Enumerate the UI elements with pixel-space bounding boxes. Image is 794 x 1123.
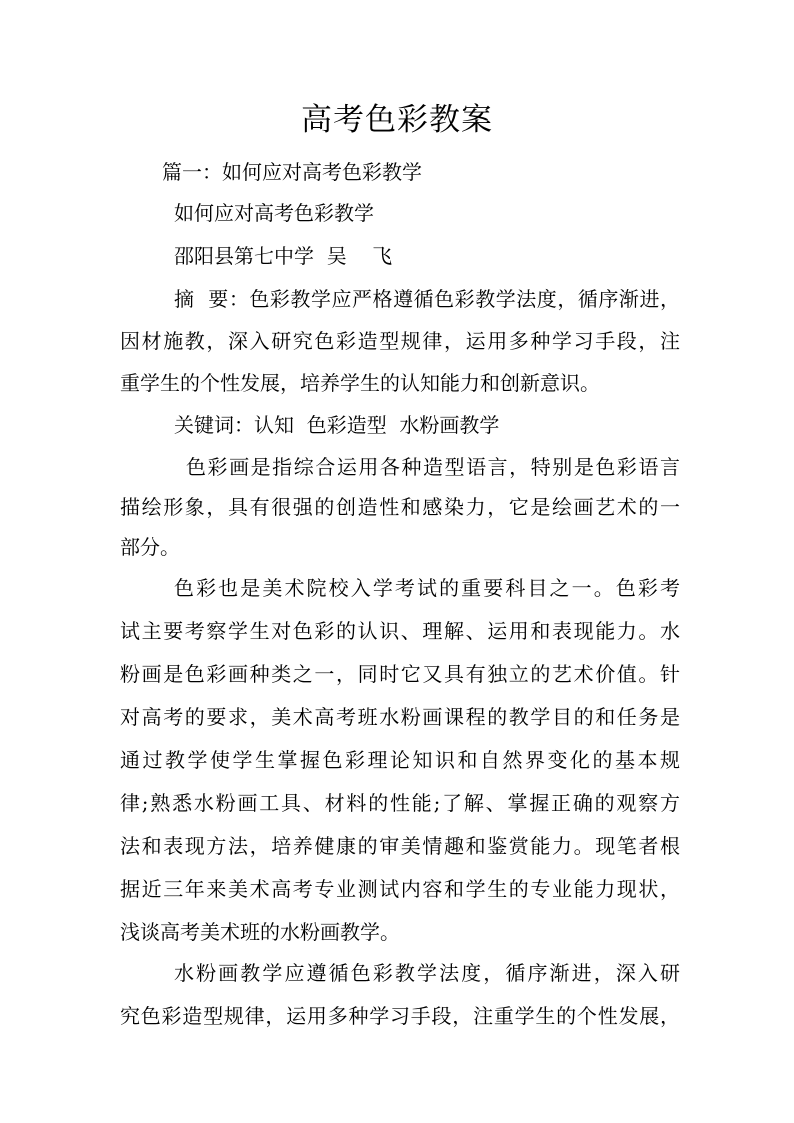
paragraph-line: 粉画是色彩画种类之一，同时它又具有独立的艺术价值。针 [120,662,680,686]
paragraph-line: 法和表现方法，培养健康的审美情趣和鉴赏能力。现笔者根 [120,834,680,858]
abstract-line: 重学生的个性发展，培养学生的认知能力和创新意识。 [120,371,600,395]
paragraph-line: 通过教学使学生掌握色彩理论知识和自然界变化的基本规 [120,748,680,772]
abstract-line: 摘 要：色彩教学应严格遵循色彩教学法度，循序渐进， [174,287,680,311]
paragraph-line: 部分。 [120,535,180,559]
paragraph-line: 究色彩造型规律，运用多种学习手段，注重学生的个性发展， [120,1004,680,1028]
keywords-line: 关键词：认知 色彩造型 水粉画教学 [174,413,500,437]
paragraph-line: 据近三年来美术高考专业测试内容和学生的专业能力现状， [120,877,680,901]
section-heading: 篇一：如何应对高考色彩教学 [162,160,422,184]
paragraph-line: 描绘形象，具有很强的创造性和感染力，它是绘画艺术的一 [120,495,680,519]
paragraph-line: 水粉画教学应遵循色彩教学法度，循序渐进，深入研 [174,961,680,985]
paragraph-line: 律;熟悉水粉画工具、材料的性能;了解、掌握正确的观察方 [120,791,680,815]
abstract-line: 因材施教，深入研究色彩造型规律，运用多种学习手段，注 [120,329,680,353]
paragraph-line: 色彩也是美术院校入学考试的重要科目之一。色彩考 [174,576,680,600]
author-line: 邵阳县第七中学 吴 飞 [174,244,393,268]
article-title: 如何应对高考色彩教学 [174,201,374,225]
paragraph-line: 对高考的要求，美术高考班水粉画课程的教学目的和任务是 [120,705,680,729]
paragraph-line: 色彩画是指综合运用各种造型语言，特别是色彩语言 [186,455,680,479]
document-title: 高考色彩教案 [301,102,493,138]
paragraph-line: 浅谈高考美术班的水粉画教学。 [120,920,400,944]
paragraph-line: 试主要考察学生对色彩的认识、理解、运用和表现能力。水 [120,619,680,643]
